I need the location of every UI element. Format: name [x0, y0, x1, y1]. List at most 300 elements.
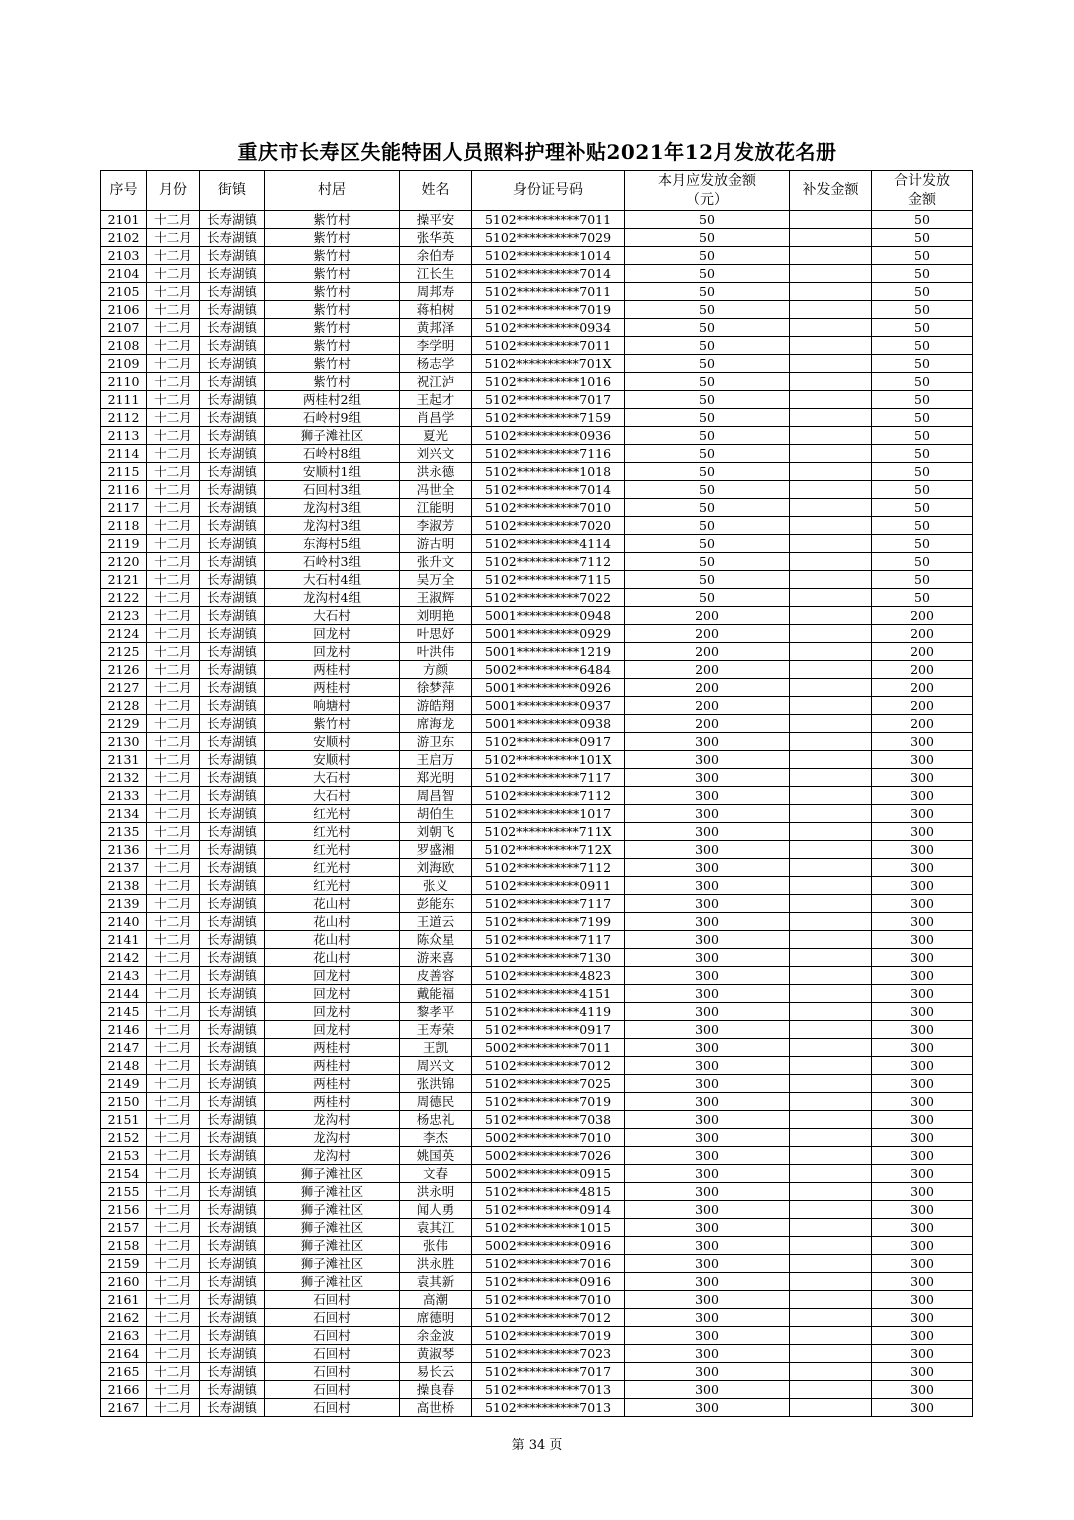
cell-seq: 2130: [101, 733, 147, 751]
cell-town: 长寿湖镇: [200, 1003, 265, 1021]
table-row: [101, 949, 973, 967]
cell-name: 张伟: [400, 1237, 472, 1255]
table-row: [101, 589, 973, 607]
cell-village: 回龙村: [265, 625, 400, 643]
cell-month: 十二月: [147, 1201, 200, 1219]
table-row: [101, 877, 973, 895]
cell-total: 300: [872, 1255, 973, 1273]
cell-supplement: [790, 913, 872, 931]
cell-id-number: 5102**********701X: [472, 355, 625, 373]
cell-total: 200: [872, 643, 973, 661]
cell-name: 皮善容: [400, 967, 472, 985]
table-row: [101, 1111, 973, 1129]
cell-town: 长寿湖镇: [200, 877, 265, 895]
table-row: [101, 1129, 973, 1147]
cell-total: 300: [872, 787, 973, 805]
cell-seq: 2136: [101, 841, 147, 859]
cell-amount-due: 50: [625, 265, 790, 283]
table-row: [101, 967, 973, 985]
cell-total: 300: [872, 1147, 973, 1165]
cell-month: 十二月: [147, 571, 200, 589]
table-row: [101, 1003, 973, 1021]
cell-amount-due: 300: [625, 1273, 790, 1291]
cell-seq: 2165: [101, 1363, 147, 1381]
cell-month: 十二月: [147, 1129, 200, 1147]
cell-town: 长寿湖镇: [200, 823, 265, 841]
cell-seq: 2102: [101, 229, 147, 247]
cell-village: 龙沟村: [265, 1111, 400, 1129]
cell-month: 十二月: [147, 895, 200, 913]
cell-seq: 2132: [101, 769, 147, 787]
header-amount-due-line1: 本月应发放金额: [658, 172, 756, 189]
cell-name: 王起才: [400, 391, 472, 409]
cell-id-number: 5102**********0917: [472, 1021, 625, 1039]
cell-name: 冯世全: [400, 481, 472, 499]
cell-month: 十二月: [147, 1345, 200, 1363]
header-town: 街镇: [200, 171, 265, 211]
cell-id-number: 5102**********7130: [472, 949, 625, 967]
cell-village: 紫竹村: [265, 283, 400, 301]
cell-supplement: [790, 589, 872, 607]
cell-id-number: 5102**********0911: [472, 877, 625, 895]
cell-name: 夏光: [400, 427, 472, 445]
cell-name: 袁其江: [400, 1219, 472, 1237]
cell-total: 300: [872, 949, 973, 967]
cell-month: 十二月: [147, 427, 200, 445]
cell-id-number: 5102**********7199: [472, 913, 625, 931]
table-row: [101, 229, 973, 247]
table-row: [101, 931, 973, 949]
cell-month: 十二月: [147, 1237, 200, 1255]
cell-town: 长寿湖镇: [200, 427, 265, 445]
cell-seq: 2134: [101, 805, 147, 823]
cell-amount-due: 200: [625, 697, 790, 715]
cell-month: 十二月: [147, 229, 200, 247]
cell-total: 300: [872, 895, 973, 913]
cell-total: 300: [872, 1165, 973, 1183]
cell-name: 胡伯生: [400, 805, 472, 823]
cell-name: 操平安: [400, 211, 472, 229]
table-row: [101, 715, 973, 733]
cell-supplement: [790, 607, 872, 625]
cell-total: 300: [872, 967, 973, 985]
cell-name: 姚国英: [400, 1147, 472, 1165]
cell-id-number: 5102**********7011: [472, 211, 625, 229]
cell-month: 十二月: [147, 211, 200, 229]
header-id-number: 身份证号码: [472, 171, 625, 211]
cell-supplement: [790, 1381, 872, 1399]
table-row: [101, 841, 973, 859]
cell-supplement: [790, 679, 872, 697]
cell-name: 周邦寿: [400, 283, 472, 301]
table-row: [101, 643, 973, 661]
cell-seq: 2161: [101, 1291, 147, 1309]
cell-month: 十二月: [147, 733, 200, 751]
cell-supplement: [790, 1039, 872, 1057]
header-row: [101, 171, 973, 211]
cell-total: 300: [872, 1363, 973, 1381]
cell-month: 十二月: [147, 499, 200, 517]
cell-town: 长寿湖镇: [200, 841, 265, 859]
cell-name: 王凯: [400, 1039, 472, 1057]
table-row: [101, 679, 973, 697]
cell-seq: 2108: [101, 337, 147, 355]
cell-month: 十二月: [147, 967, 200, 985]
cell-village: 回龙村: [265, 1003, 400, 1021]
cell-town: 长寿湖镇: [200, 229, 265, 247]
cell-month: 十二月: [147, 823, 200, 841]
cell-seq: 2111: [101, 391, 147, 409]
cell-total: 200: [872, 661, 973, 679]
cell-amount-due: 300: [625, 877, 790, 895]
cell-seq: 2114: [101, 445, 147, 463]
cell-seq: 2151: [101, 1111, 147, 1129]
cell-supplement: [790, 229, 872, 247]
cell-town: 长寿湖镇: [200, 1147, 265, 1165]
cell-supplement: [790, 1147, 872, 1165]
cell-name: 游卫东: [400, 733, 472, 751]
cell-town: 长寿湖镇: [200, 985, 265, 1003]
cell-total: 200: [872, 697, 973, 715]
cell-month: 十二月: [147, 1075, 200, 1093]
cell-supplement: [790, 211, 872, 229]
header-total: [872, 171, 973, 211]
cell-amount-due: 50: [625, 409, 790, 427]
cell-village: 狮子滩社区: [265, 1219, 400, 1237]
cell-name: 文春: [400, 1165, 472, 1183]
cell-supplement: [790, 481, 872, 499]
cell-town: 长寿湖镇: [200, 1129, 265, 1147]
cell-village: 两桂村: [265, 661, 400, 679]
cell-total: 50: [872, 409, 973, 427]
cell-month: 十二月: [147, 1021, 200, 1039]
cell-town: 长寿湖镇: [200, 1039, 265, 1057]
cell-supplement: [790, 535, 872, 553]
cell-supplement: [790, 841, 872, 859]
cell-id-number: 5102**********7020: [472, 517, 625, 535]
cell-village: 紫竹村: [265, 265, 400, 283]
cell-town: 长寿湖镇: [200, 1165, 265, 1183]
cell-town: 长寿湖镇: [200, 967, 265, 985]
cell-seq: 2117: [101, 499, 147, 517]
cell-supplement: [790, 859, 872, 877]
cell-total: 300: [872, 751, 973, 769]
cell-village: 石回村: [265, 1363, 400, 1381]
cell-town: 长寿湖镇: [200, 1057, 265, 1075]
table-row: [101, 535, 973, 553]
cell-town: 长寿湖镇: [200, 787, 265, 805]
cell-amount-due: 300: [625, 1219, 790, 1237]
cell-name: 高潮: [400, 1291, 472, 1309]
cell-name: 周兴文: [400, 1057, 472, 1075]
cell-month: 十二月: [147, 535, 200, 553]
cell-amount-due: 300: [625, 1345, 790, 1363]
cell-total: 300: [872, 1237, 973, 1255]
cell-month: 十二月: [147, 985, 200, 1003]
cell-total: 300: [872, 1273, 973, 1291]
cell-name: 戴能福: [400, 985, 472, 1003]
cell-name: 周德民: [400, 1093, 472, 1111]
cell-seq: 2141: [101, 931, 147, 949]
cell-village: 安顺村1组: [265, 463, 400, 481]
cell-town: 长寿湖镇: [200, 283, 265, 301]
document-title: 重庆市长寿区失能特困人员照料护理补贴2021年12月发放花名册: [237, 140, 837, 164]
cell-supplement: [790, 1291, 872, 1309]
cell-name: 高世桥: [400, 1399, 472, 1417]
cell-town: 长寿湖镇: [200, 517, 265, 535]
cell-month: 十二月: [147, 1309, 200, 1327]
cell-total: 50: [872, 319, 973, 337]
cell-town: 长寿湖镇: [200, 1291, 265, 1309]
cell-seq: 2143: [101, 967, 147, 985]
cell-id-number: 5102**********7038: [472, 1111, 625, 1129]
cell-supplement: [790, 769, 872, 787]
cell-month: 十二月: [147, 1111, 200, 1129]
cell-supplement: [790, 1327, 872, 1345]
table-row: [101, 1039, 973, 1057]
cell-village: 紫竹村: [265, 319, 400, 337]
cell-id-number: 5001**********0929: [472, 625, 625, 643]
cell-seq: 2152: [101, 1129, 147, 1147]
cell-town: 长寿湖镇: [200, 1255, 265, 1273]
table-row: [101, 661, 973, 679]
cell-village: 紫竹村: [265, 211, 400, 229]
cell-supplement: [790, 1237, 872, 1255]
cell-month: 十二月: [147, 1327, 200, 1345]
cell-id-number: 5102**********7013: [472, 1399, 625, 1417]
cell-id-number: 5001**********0948: [472, 607, 625, 625]
cell-seq: 2137: [101, 859, 147, 877]
cell-seq: 2113: [101, 427, 147, 445]
cell-total: 300: [872, 1381, 973, 1399]
cell-town: 长寿湖镇: [200, 373, 265, 391]
cell-town: 长寿湖镇: [200, 409, 265, 427]
cell-village: 花山村: [265, 949, 400, 967]
cell-total: 300: [872, 1021, 973, 1039]
cell-supplement: [790, 1021, 872, 1039]
cell-supplement: [790, 1399, 872, 1417]
cell-name: 周昌智: [400, 787, 472, 805]
table-row: [101, 283, 973, 301]
table-row: [101, 751, 973, 769]
cell-name: 李杰: [400, 1129, 472, 1147]
cell-town: 长寿湖镇: [200, 949, 265, 967]
cell-supplement: [790, 1219, 872, 1237]
cell-name: 洪永德: [400, 463, 472, 481]
cell-name: 闻人勇: [400, 1201, 472, 1219]
cell-supplement: [790, 931, 872, 949]
cell-total: 200: [872, 679, 973, 697]
cell-seq: 2127: [101, 679, 147, 697]
cell-total: 300: [872, 1309, 973, 1327]
cell-supplement: [790, 301, 872, 319]
cell-village: 花山村: [265, 931, 400, 949]
cell-village: 大石村: [265, 607, 400, 625]
cell-supplement: [790, 571, 872, 589]
cell-village: 东海村5组: [265, 535, 400, 553]
cell-seq: 2150: [101, 1093, 147, 1111]
cell-amount-due: 50: [625, 283, 790, 301]
table-row: [101, 553, 973, 571]
cell-seq: 2107: [101, 319, 147, 337]
cell-town: 长寿湖镇: [200, 1363, 265, 1381]
cell-name: 王淑辉: [400, 589, 472, 607]
cell-amount-due: 50: [625, 481, 790, 499]
roster-body: [101, 211, 973, 1417]
cell-town: 长寿湖镇: [200, 1237, 265, 1255]
cell-total: 50: [872, 481, 973, 499]
cell-village: 狮子滩社区: [265, 1237, 400, 1255]
cell-total: 50: [872, 301, 973, 319]
cell-town: 长寿湖镇: [200, 625, 265, 643]
table-row: [101, 211, 973, 229]
cell-supplement: [790, 1255, 872, 1273]
cell-month: 十二月: [147, 1039, 200, 1057]
cell-supplement: [790, 751, 872, 769]
cell-village: 花山村: [265, 895, 400, 913]
cell-supplement: [790, 499, 872, 517]
cell-village: 石回村: [265, 1381, 400, 1399]
cell-name: 黎孝平: [400, 1003, 472, 1021]
cell-name: 李学明: [400, 337, 472, 355]
cell-month: 十二月: [147, 715, 200, 733]
cell-supplement: [790, 877, 872, 895]
cell-name: 刘朝飞: [400, 823, 472, 841]
cell-village: 石回村3组: [265, 481, 400, 499]
cell-amount-due: 50: [625, 337, 790, 355]
cell-village: 紫竹村: [265, 301, 400, 319]
cell-name: 彭能东: [400, 895, 472, 913]
cell-town: 长寿湖镇: [200, 1345, 265, 1363]
cell-village: 大石村: [265, 787, 400, 805]
cell-name: 吴万全: [400, 571, 472, 589]
cell-amount-due: 50: [625, 517, 790, 535]
cell-name: 张升文: [400, 553, 472, 571]
cell-supplement: [790, 1111, 872, 1129]
cell-name: 王寿荣: [400, 1021, 472, 1039]
cell-amount-due: 300: [625, 787, 790, 805]
cell-id-number: 5102**********7012: [472, 1057, 625, 1075]
cell-village: 石回村: [265, 1309, 400, 1327]
cell-id-number: 5102**********7017: [472, 391, 625, 409]
header-month: 月份: [147, 171, 200, 211]
cell-name: 叶思妤: [400, 625, 472, 643]
cell-seq: 2118: [101, 517, 147, 535]
cell-month: 十二月: [147, 751, 200, 769]
cell-amount-due: 50: [625, 355, 790, 373]
cell-month: 十二月: [147, 373, 200, 391]
cell-supplement: [790, 265, 872, 283]
cell-amount-due: 300: [625, 1381, 790, 1399]
cell-town: 长寿湖镇: [200, 463, 265, 481]
cell-amount-due: 300: [625, 1093, 790, 1111]
cell-id-number: 5102**********7112: [472, 859, 625, 877]
cell-village: 龙沟村: [265, 1129, 400, 1147]
cell-amount-due: 300: [625, 805, 790, 823]
cell-total: 300: [872, 913, 973, 931]
cell-total: 300: [872, 1039, 973, 1057]
cell-village: 紫竹村: [265, 355, 400, 373]
cell-name: 刘兴文: [400, 445, 472, 463]
cell-id-number: 5102**********7011: [472, 337, 625, 355]
cell-amount-due: 300: [625, 1309, 790, 1327]
cell-amount-due: 300: [625, 1237, 790, 1255]
cell-town: 长寿湖镇: [200, 643, 265, 661]
cell-total: 50: [872, 211, 973, 229]
cell-id-number: 5102**********7115: [472, 571, 625, 589]
cell-town: 长寿湖镇: [200, 247, 265, 265]
cell-amount-due: 200: [625, 625, 790, 643]
cell-month: 十二月: [147, 661, 200, 679]
cell-supplement: [790, 283, 872, 301]
cell-seq: 2166: [101, 1381, 147, 1399]
cell-amount-due: 50: [625, 301, 790, 319]
cell-id-number: 5102**********4114: [472, 535, 625, 553]
cell-town: 长寿湖镇: [200, 553, 265, 571]
cell-village: 回龙村: [265, 967, 400, 985]
cell-seq: 2105: [101, 283, 147, 301]
header-seq: 序号: [101, 171, 147, 211]
cell-town: 长寿湖镇: [200, 211, 265, 229]
cell-supplement: [790, 517, 872, 535]
cell-supplement: [790, 967, 872, 985]
table-row: [101, 607, 973, 625]
cell-id-number: 5102**********7012: [472, 1309, 625, 1327]
cell-seq: 2159: [101, 1255, 147, 1273]
cell-amount-due: 300: [625, 1075, 790, 1093]
cell-seq: 2144: [101, 985, 147, 1003]
cell-month: 十二月: [147, 913, 200, 931]
cell-month: 十二月: [147, 265, 200, 283]
cell-town: 长寿湖镇: [200, 859, 265, 877]
cell-seq: 2154: [101, 1165, 147, 1183]
cell-amount-due: 300: [625, 931, 790, 949]
cell-amount-due: 300: [625, 1327, 790, 1345]
cell-total: 300: [872, 1399, 973, 1417]
cell-village: 两桂村: [265, 679, 400, 697]
cell-id-number: 5102**********7019: [472, 1093, 625, 1111]
cell-name: 洪永明: [400, 1183, 472, 1201]
cell-id-number: 5102**********7022: [472, 589, 625, 607]
cell-month: 十二月: [147, 841, 200, 859]
cell-total: 50: [872, 463, 973, 481]
cell-total: 50: [872, 337, 973, 355]
cell-name: 祝江泸: [400, 373, 472, 391]
table-row: [101, 427, 973, 445]
cell-town: 长寿湖镇: [200, 1309, 265, 1327]
cell-month: 十二月: [147, 355, 200, 373]
cell-seq: 2104: [101, 265, 147, 283]
cell-village: 狮子滩社区: [265, 1165, 400, 1183]
cell-supplement: [790, 409, 872, 427]
cell-village: 狮子滩社区: [265, 1183, 400, 1201]
cell-seq: 2110: [101, 373, 147, 391]
cell-month: 十二月: [147, 607, 200, 625]
cell-town: 长寿湖镇: [200, 355, 265, 373]
cell-id-number: 5002**********7026: [472, 1147, 625, 1165]
cell-supplement: [790, 985, 872, 1003]
cell-seq: 2157: [101, 1219, 147, 1237]
cell-month: 十二月: [147, 931, 200, 949]
cell-id-number: 5102**********0917: [472, 733, 625, 751]
table-row: [101, 1147, 973, 1165]
cell-seq: 2123: [101, 607, 147, 625]
cell-town: 长寿湖镇: [200, 913, 265, 931]
table-row: [101, 733, 973, 751]
cell-amount-due: 50: [625, 463, 790, 481]
cell-village: 龙沟村3组: [265, 499, 400, 517]
cell-amount-due: 200: [625, 679, 790, 697]
